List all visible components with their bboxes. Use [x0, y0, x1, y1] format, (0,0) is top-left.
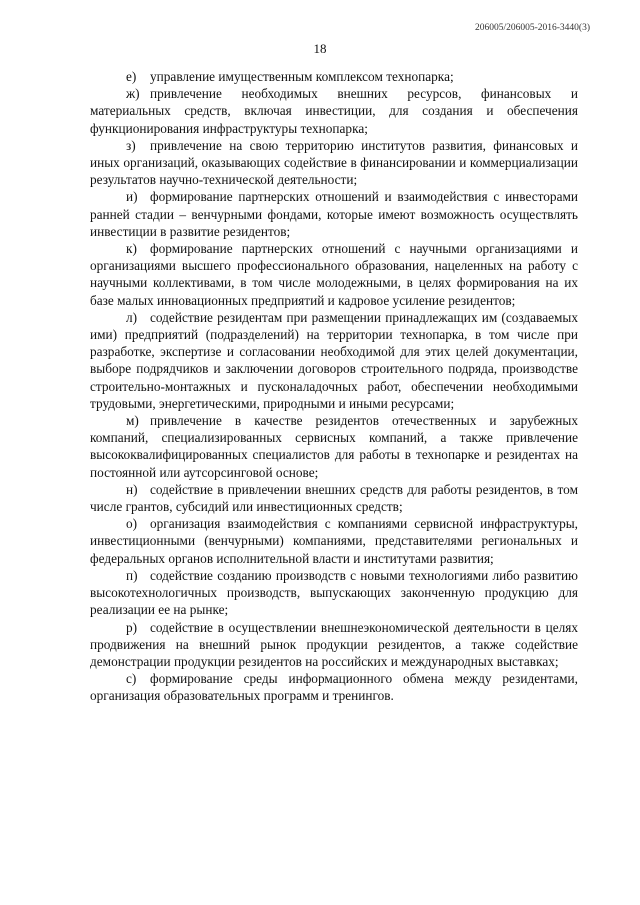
list-item: [90, 670, 578, 704]
item-letter: л): [126, 309, 138, 325]
item-text: содействие резидентам при размещении принадлежащих им (создаваемых ими) предприятий (подразделений) на территории технопарка, в том числе при разработке, экспертизе и согласовании необходимой для этих целей документации, выборе подрядчиков и заключении договоров строительного подряда, производстве строительно-монтажных и пусконаладочных работ, обеспечении необходимыми трудовыми, энергетическими, природными и иными ресурсами;: [90, 309, 578, 411]
item-letter: ж): [126, 86, 140, 102]
list-item: [90, 240, 578, 309]
item-text: содействие в привлечении внешних средств для работы резидентов, в том числе грантов, субсидий или инвестиционных средств;: [90, 481, 578, 515]
item-text: привлечение необходимых внешних ресурсов, финансовых и материальных средств, включая инвестиции, для создания и обеспечения функционирования инфраструктуры технопарка;: [90, 86, 578, 136]
list-item: [90, 137, 578, 189]
list-item: [90, 309, 578, 412]
list-item: [90, 619, 578, 671]
item-letter: н): [126, 481, 138, 497]
item-text: управление имущественным комплексом технопарка;: [150, 69, 454, 84]
item-letter: к): [126, 241, 137, 257]
page-number: 18: [313, 41, 327, 56]
list-item: [90, 68, 578, 85]
item-text: привлечение в качестве резидентов отечественных и зарубежных компаний, специализированных сервисных компаний, а также привлечение высококвалифицированных специалистов для работы в технопарке и резидентах на постоянной или аутсорсинговой основе;: [90, 413, 578, 480]
item-letter: м): [126, 413, 139, 429]
document-body: [90, 68, 578, 705]
item-text: содействие в осуществлении внешнеэкономической деятельности в целях продвижения на внешний рынок продукции резидентов, а также содействие демонстрации продукции резидентов на российских и международных выставках;: [90, 619, 578, 669]
list-item: [90, 567, 578, 619]
item-text: содействие созданию производств с новыми технологиями либо развитию высокотехнологичных производств, выпускающих законченную продукцию для реализации ее на рынке;: [90, 567, 578, 618]
item-letter: и): [126, 189, 138, 205]
list-item: [90, 481, 578, 515]
item-letter: п): [126, 567, 138, 583]
item-letter: о): [126, 516, 138, 532]
list-item: [90, 412, 578, 481]
item-text: формирование среды информационного обмена между резидентами, организация образовательных программ и тренингов.: [90, 671, 578, 704]
item-letter: с): [126, 671, 137, 687]
item-text: формирование партнерских отношений с научными организациями и организациями высшего профессионального образования, нацеленных на работу с научными коллективами, в том числе молодежными, в целях формирования на их базе малых инновационных предприятий и кадровое усиление резидентов;: [90, 241, 578, 308]
document-id: 206005/206005-2016-3440(3): [474, 23, 590, 33]
item-letter: р): [126, 619, 138, 635]
list-item: [90, 188, 578, 240]
list-item: [90, 515, 578, 567]
item-letter: з): [126, 137, 136, 153]
item-letter: е): [126, 69, 137, 84]
item-text: формирование партнерских отношений и взаимодействия с инвесторами ранней стадии – венчурными фондами, которые имеют возможность осуществлять инвестиции в развитие резидентов;: [90, 189, 578, 239]
item-text: организация взаимодействия с компаниями сервисной инфраструктуры, инвестиционными (венчурными) компаниями, представителями региональных и федеральных органов исполнительной власти и институтами развития;: [90, 516, 578, 566]
list-item: [90, 85, 578, 137]
item-text: привлечение на свою территорию институтов развития, финансовых и иных организаций, оказывающих содействие в финансировании и коммерциализации результатов научно-технической деятельности;: [90, 137, 578, 188]
